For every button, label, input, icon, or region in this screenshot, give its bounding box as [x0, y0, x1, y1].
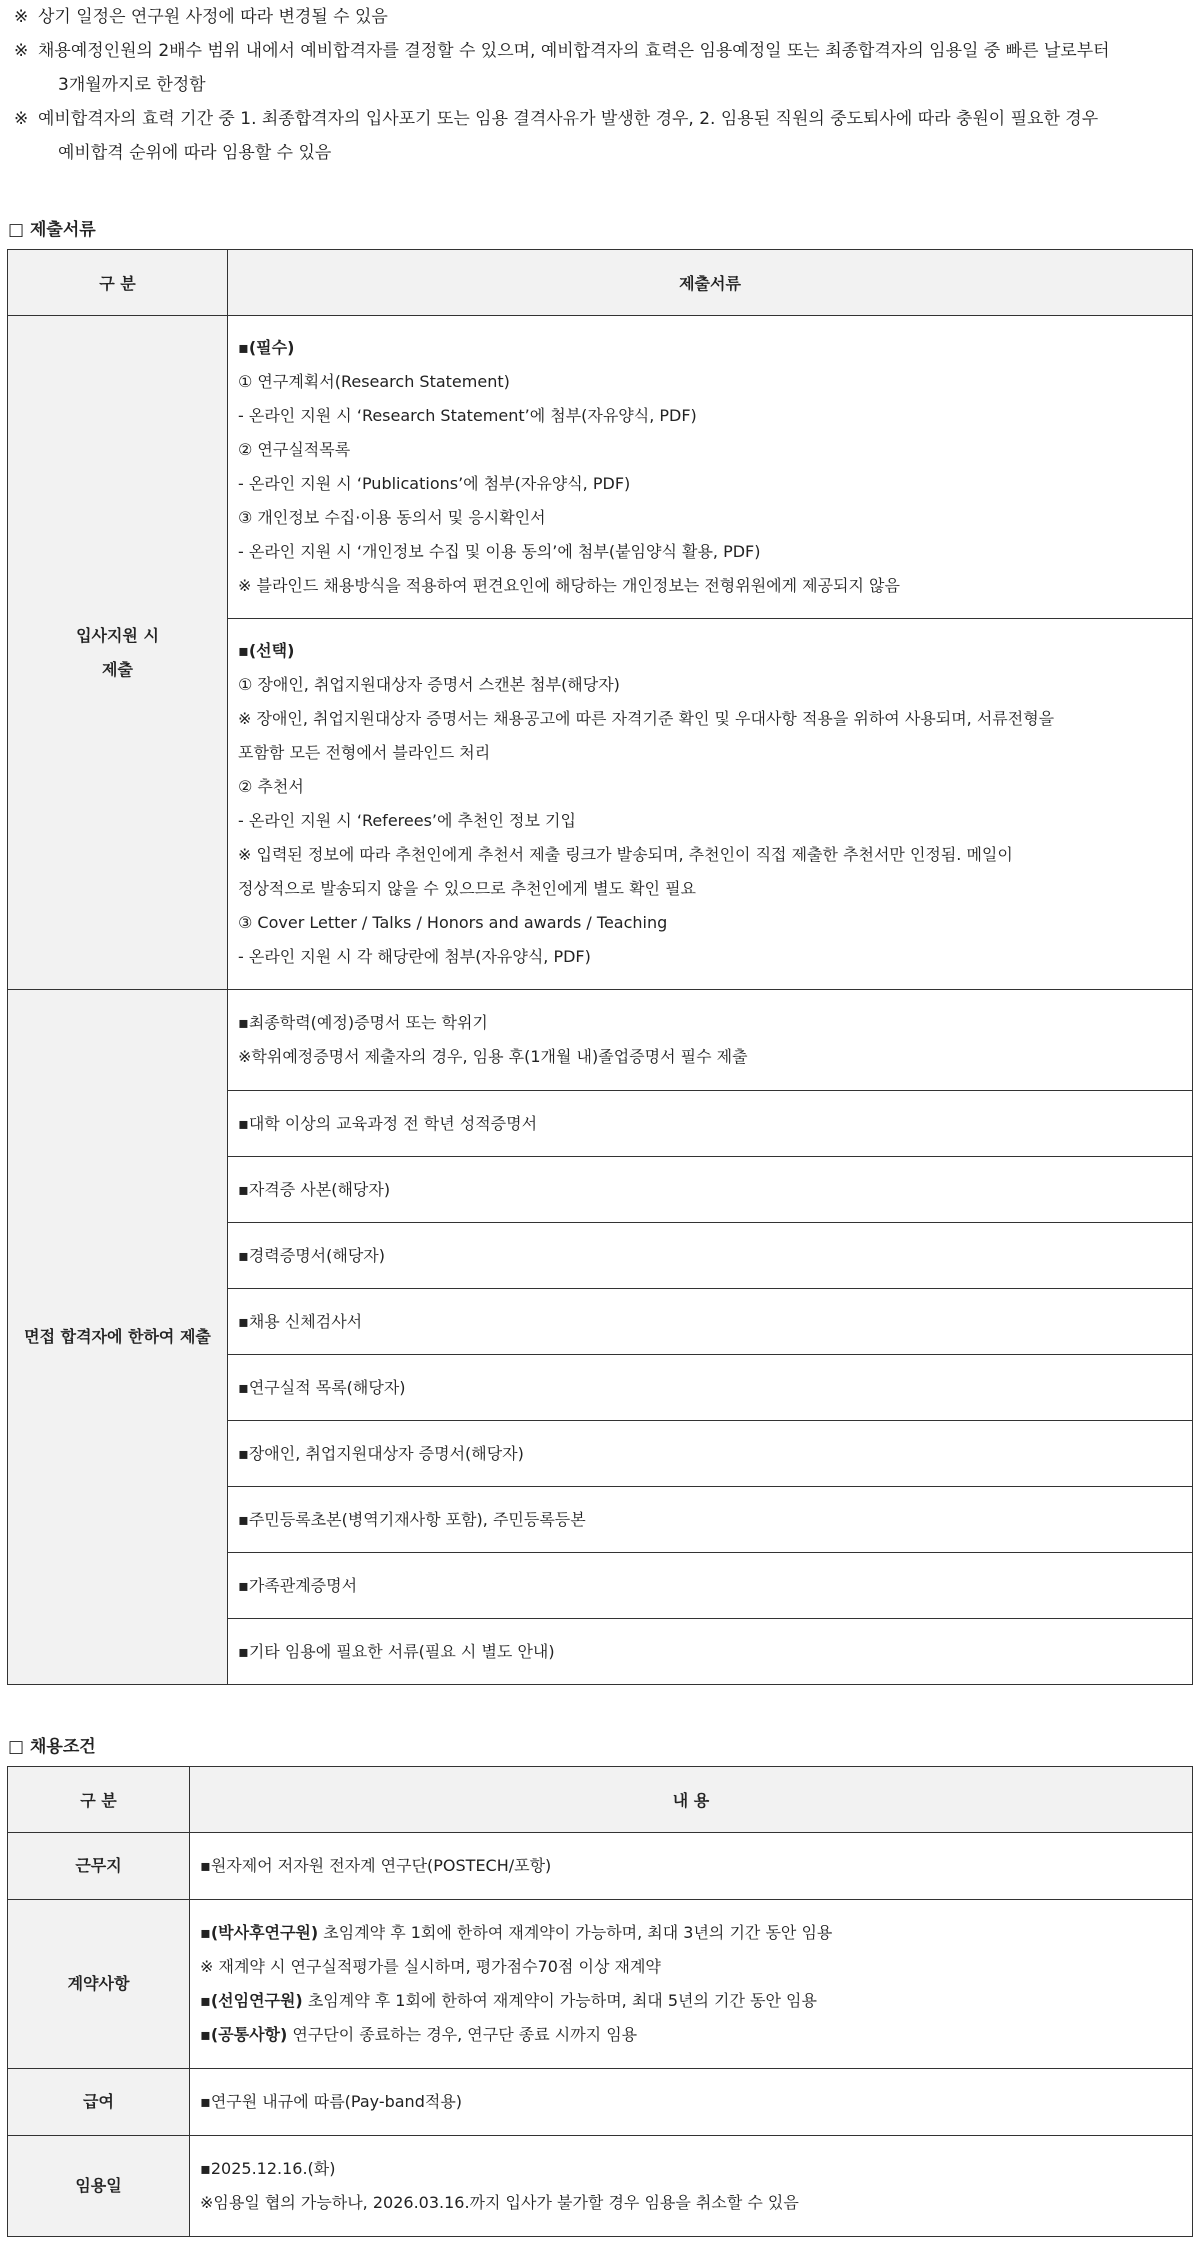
condition-line: ※임용일 협의 가능하나, 2026.03.16.까지 입사가 불가할 경우 임용을 취소할 수 있음 [200, 2193, 799, 2212]
interview-doc-cell [228, 1355, 1193, 1421]
condition-content [190, 1833, 1193, 1900]
required-doc-line: - 온라인 지원 시 ‘개인정보 수집 및 이용 동의’에 첨부(붙임양식 활용, PDF) [238, 542, 761, 561]
required-doc-line: ③ 개인정보 수집·이용 동의서 및 응시확인서 [238, 508, 546, 527]
interview-doc-line: ▪가족관계증명서 [238, 1575, 358, 1595]
condition-content [190, 1900, 1193, 2069]
condition-category: 근무지 [8, 1833, 190, 1900]
optional-doc-line: - 온라인 지원 시 각 해당란에 첨부(자유양식, PDF) [238, 947, 591, 966]
required-doc-line: ▪(필수) [238, 338, 295, 357]
line-text: 연구단이 종료하는 경우, 연구단 종료 시까지 임용 [287, 2025, 638, 2044]
line-text: 초임계약 후 1회에 한하여 재계약이 가능하며, 최대 3년의 기간 동안 임용 [318, 1923, 833, 1942]
interview-doc-line: ▪경력증명서(해당자) [238, 1245, 385, 1265]
optional-doc-line: 포함함 모든 전형에서 블라인드 처리 [238, 743, 491, 762]
note-line: 채용예정인원의 2배수 범위 내에서 예비합격자를 결정할 수 있으며, 예비합격자의 효력은 임용예정일 또는 최종합격자의 임용일 중 빠른 날로부터 [38, 41, 1110, 61]
table-row [8, 1900, 1193, 2069]
optional-doc-line: - 온라인 지원 시 ‘Referees’에 추천인 정보 기입 [238, 811, 576, 830]
required-doc-line: - 온라인 지원 시 ‘Publications’에 첨부(자유양식, PDF) [238, 474, 631, 493]
required-documents-cell [228, 316, 1193, 619]
table-row [8, 2069, 1193, 2136]
required-doc-line: - 온라인 지원 시 ‘Research Statement’에 첨부(자유양식, PDF) [238, 406, 697, 425]
optional-doc-line: ③ Cover Letter / Talks / Honors and awards / Teaching [238, 913, 668, 932]
interview-doc-line: ▪대학 이상의 교육과정 전 학년 성적증명서 [238, 1113, 538, 1133]
condition-category: 계약사항 [8, 1900, 190, 2069]
header-category: 구 분 [8, 250, 228, 316]
interview-doc-cell [228, 990, 1193, 1091]
table-header-row [8, 1767, 1193, 1833]
required-doc-line: ※ 블라인드 채용방식을 적용하여 편견요인에 해당하는 개인정보는 전형위원에게 제공되지 않음 [238, 576, 900, 595]
condition-line [200, 1916, 1182, 1950]
interview-doc-cell [228, 1619, 1193, 1685]
interview-doc-line: ▪주민등록초본(병역기재사항 포함), 주민등록등본 [238, 1509, 586, 1529]
interview-doc-line: ▪기타 임용에 필요한 서류(필요 시 별도 안내) [238, 1641, 555, 1661]
documents-table [7, 249, 1193, 1685]
section-title-documents: □ 제출서류 [8, 220, 96, 240]
optional-documents-list [238, 634, 1182, 974]
interview-doc-cell [228, 1553, 1193, 1619]
table-row [8, 990, 1193, 1091]
required-documents-list [238, 331, 1182, 603]
line-text: 초임계약 후 1회에 한하여 재계약이 가능하며, 최대 5년의 기간 동안 임용 [302, 1991, 817, 2010]
interview-doc-cell [228, 1289, 1193, 1355]
note-mark: ※ [14, 7, 29, 27]
line-emphasis: ▪(공통사항) [200, 2025, 288, 2044]
note-line: 상기 일정은 연구원 사정에 따라 변경될 수 있음 [38, 7, 388, 27]
conditions-table [7, 1766, 1193, 2237]
condition-line [200, 2018, 1182, 2052]
condition-category: 임용일 [8, 2136, 190, 2237]
optional-documents-cell [228, 619, 1193, 990]
category-label: 입사지원 시 [76, 625, 159, 645]
interview-doc-line: ▪최종학력(예정)증명서 또는 학위기 [238, 1013, 488, 1032]
header-documents: 제출서류 [228, 250, 1193, 316]
category-application [8, 316, 228, 990]
required-doc-line: ① 연구계획서(Research Statement) [238, 372, 510, 391]
category-label: 제출 [102, 659, 133, 679]
interview-doc-cell [228, 1487, 1193, 1553]
interview-doc-line: ▪자격증 사본(해당자) [238, 1179, 391, 1199]
table-row [8, 1833, 1193, 1900]
header-category: 구 분 [8, 1767, 190, 1833]
table-header-row [8, 250, 1193, 316]
required-doc-line: ② 연구실적목록 [238, 440, 351, 459]
condition-line: ▪원자제어 저자원 전자계 연구단(POSTECH/포항) [200, 1856, 552, 1875]
table-row [8, 316, 1193, 619]
condition-line [200, 1984, 1182, 2018]
condition-content [190, 2069, 1193, 2136]
optional-doc-line: ▪(선택) [238, 641, 295, 660]
optional-doc-line: 정상적으로 발송되지 않을 수 있으므로 추천인에게 별도 확인 필요 [238, 879, 697, 898]
interview-doc-cell [228, 1157, 1193, 1223]
conditions-body [8, 1833, 1193, 2237]
note-reserve-range [14, 34, 1184, 102]
category-interview: 면접 합격자에 한하여 제출 [8, 990, 228, 1685]
note-line: 예비합격자의 효력 기간 중 1. 최종합격자의 입사포기 또는 임용 결격사유가 발생한 경우, 2. 임용된 직원의 중도퇴사에 따라 충원이 필요한 경우 [38, 109, 1099, 129]
section-title-conditions: □ 채용조건 [8, 1737, 96, 1757]
interview-doc-line: ▪채용 신체검사서 [238, 1311, 363, 1331]
interview-documents-body [8, 990, 1193, 1685]
note-line: 3개월까지로 한정함 [58, 75, 206, 95]
note-schedule [14, 0, 1184, 34]
interview-doc-cell [228, 1091, 1193, 1157]
condition-content [190, 2136, 1193, 2237]
note-mark: ※ [14, 109, 29, 129]
interview-doc-cell [228, 1223, 1193, 1289]
note-reserve-effect [14, 102, 1184, 170]
optional-doc-line: ※ 장애인, 취업지원대상자 증명서는 채용공고에 따른 자격기준 확인 및 우대사항 적용을 위하여 사용되며, 서류전형을 [238, 709, 1055, 728]
header-content: 내 용 [190, 1767, 1193, 1833]
interview-doc-line: ▪장애인, 취업지원대상자 증명서(해당자) [238, 1443, 524, 1463]
note-mark: ※ [14, 41, 29, 61]
line-emphasis: ▪(박사후연구원) [200, 1923, 319, 1942]
condition-line: ※ 재계약 시 연구실적평가를 실시하며, 평가점수70점 이상 재계약 [200, 1957, 661, 1976]
interview-doc-cell [228, 1421, 1193, 1487]
table-row [8, 2136, 1193, 2237]
condition-line: ▪2025.12.16.(화) [200, 2159, 336, 2178]
optional-doc-line: ② 추천서 [238, 777, 304, 796]
optional-doc-line: ※ 입력된 정보에 따라 추천인에게 추천서 제출 링크가 발송되며, 추천인이 직접 제출한 추천서만 인정됨. 메일이 [238, 845, 1013, 864]
condition-category: 급여 [8, 2069, 190, 2136]
optional-doc-line: ① 장애인, 취업지원대상자 증명서 스캔본 첨부(해당자) [238, 675, 620, 694]
notes-block [14, 0, 1184, 170]
note-line: 예비합격 순위에 따라 임용할 수 있음 [58, 143, 332, 163]
condition-line: ▪연구원 내규에 따름(Pay-band적용) [200, 2092, 463, 2111]
line-emphasis: ▪(선임연구원) [200, 1991, 303, 2010]
interview-doc-line: ※학위예정증명서 제출자의 경우, 임용 후(1개월 내)졸업증명서 필수 제출 [238, 1047, 748, 1066]
interview-doc-line: ▪연구실적 목록(해당자) [238, 1377, 406, 1397]
